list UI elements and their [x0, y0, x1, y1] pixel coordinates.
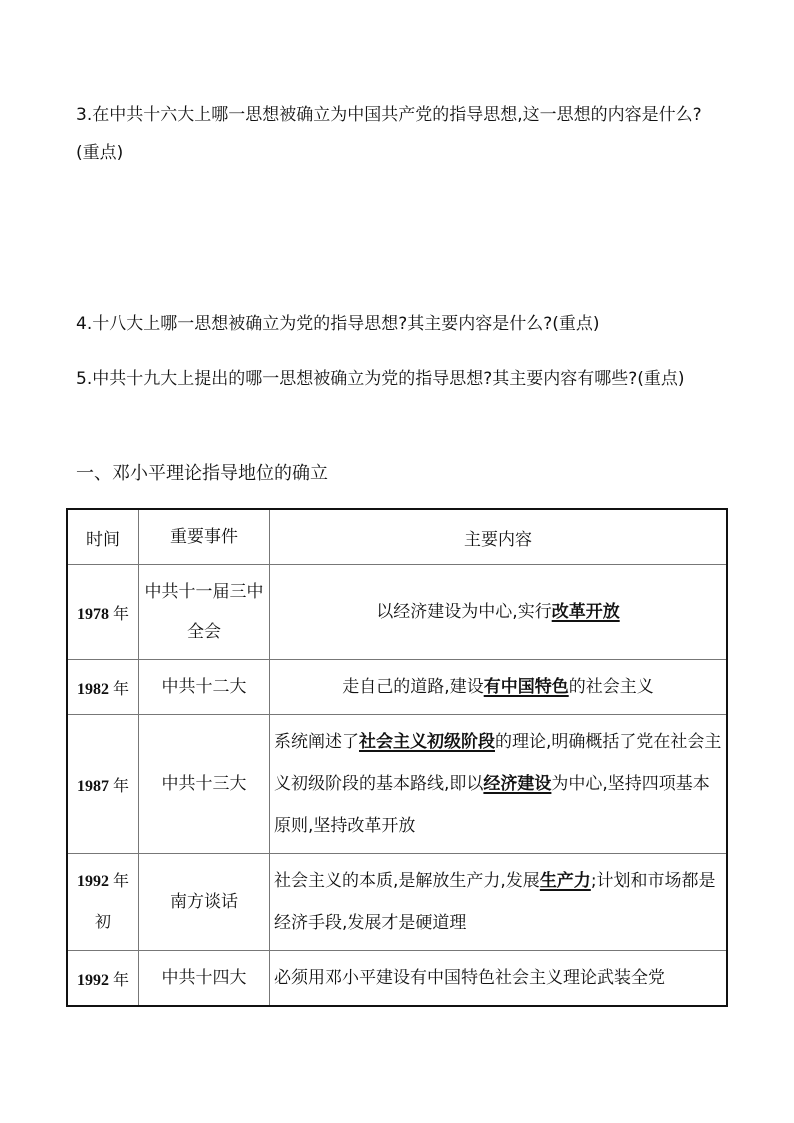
- content-text: ;计划和市场都是经济手段,发展才是硬道理: [274, 871, 716, 933]
- year-number: 1978: [76, 605, 109, 623]
- row-event: 南方谈话: [139, 854, 270, 951]
- year-unit: 年: [112, 678, 129, 698]
- keyword-highlight: 经济建设: [483, 774, 552, 794]
- row-content: [270, 660, 728, 715]
- milestones-table: [66, 508, 728, 1007]
- table-row: [67, 715, 727, 854]
- table-row: [67, 951, 727, 1007]
- year-unit: 年: [112, 871, 129, 890]
- year-number: 1992: [76, 971, 109, 989]
- content-text: 的理论,明确概括了党在社会主义初级阶段的基本路线,即以: [274, 732, 722, 794]
- row-year: [67, 715, 139, 854]
- row-year: [67, 660, 139, 715]
- question-4: 4.十八大上哪一思想被确立为党的指导思想?其主要内容是什么?(重点): [76, 314, 600, 334]
- table-row: [67, 854, 727, 951]
- content-text: 为中心,坚持四项基本原则,坚持改革开放: [274, 774, 710, 836]
- keyword-highlight: 社会主义初级阶段: [359, 732, 495, 752]
- row-year: [67, 565, 139, 660]
- table-row: [67, 565, 727, 660]
- row-content: [270, 854, 728, 951]
- year-number: 1987: [76, 777, 109, 795]
- row-event: 中共十四大: [139, 951, 270, 1007]
- content-text: 社会主义的本质,是解放生产力,发展: [274, 871, 540, 891]
- year-unit: 年: [112, 775, 129, 795]
- row-content: [270, 565, 728, 660]
- year-suffix: 初: [94, 912, 111, 931]
- year-number: 1992: [76, 873, 109, 890]
- row-year: [67, 854, 139, 951]
- table-row: [67, 660, 727, 715]
- keyword-highlight: 改革开放: [551, 602, 620, 622]
- keyword-highlight: 生产力: [539, 871, 591, 891]
- content-text: 的社会主义: [568, 677, 654, 697]
- content-text: 系统阐述了: [274, 732, 359, 752]
- keyword-highlight: 有中国特色: [483, 677, 569, 697]
- year-unit: 年: [112, 603, 129, 623]
- question-3: 3.在中共十六大上哪一思想被确立为中国共产党的指导思想,这一思想的内容是什么?(重点): [76, 105, 702, 163]
- content-text: 走自己的道路,建设: [342, 677, 484, 697]
- section-title: 一、邓小平理论指导地位的确立: [76, 463, 328, 484]
- row-content: [270, 951, 728, 1007]
- header-content: 主要内容: [270, 509, 728, 565]
- header-event: 重要事件: [139, 509, 270, 565]
- row-event: 中共十三大: [139, 715, 270, 854]
- table-header-row: [67, 509, 727, 565]
- row-event: 中共十二大: [139, 660, 270, 715]
- question-5: 5.中共十九大上提出的哪一思想被确立为党的指导思想?其主要内容有哪些?(重点): [76, 369, 685, 389]
- row-year: [67, 951, 139, 1007]
- row-content: [270, 715, 728, 854]
- year-number: 1982: [76, 680, 109, 698]
- row-event: 中共十一届三中全会: [139, 565, 270, 660]
- content-text: 必须用邓小平建设有中国特色社会主义理论武装全党: [274, 968, 665, 988]
- header-time: 时间: [67, 509, 139, 565]
- year-unit: 年: [112, 969, 129, 989]
- content-text: 以经济建设为中心,实行: [376, 602, 552, 622]
